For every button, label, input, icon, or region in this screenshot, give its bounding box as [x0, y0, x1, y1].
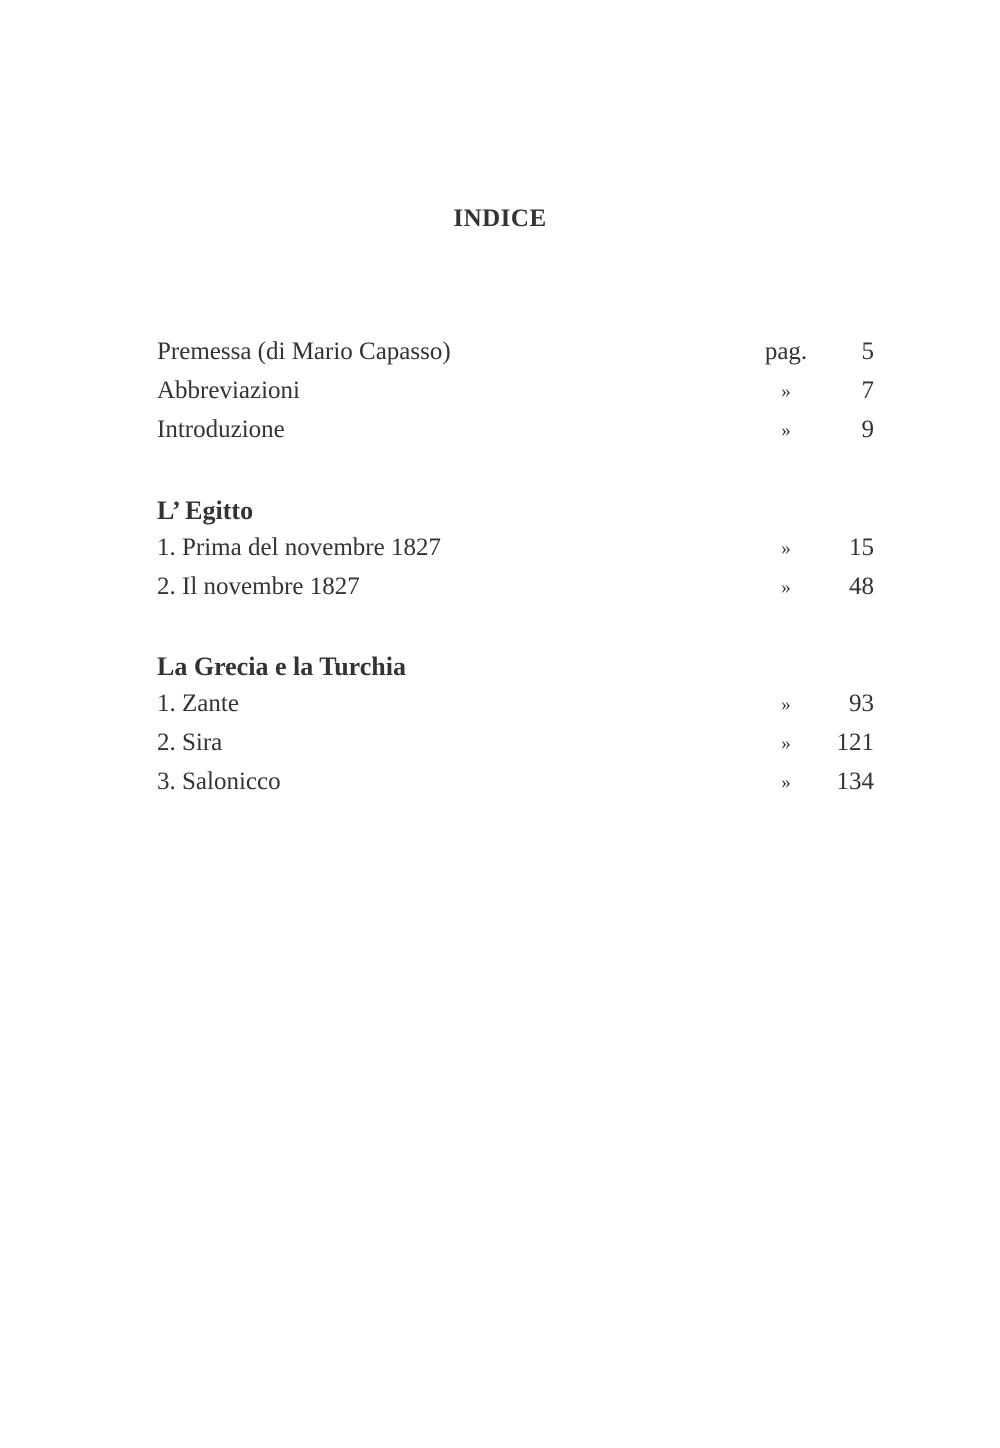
toc-entry	[157, 534, 874, 570]
toc-entry-marker: »	[781, 381, 791, 402]
toc-entry	[157, 573, 874, 609]
toc-entry-premessa	[157, 338, 874, 374]
toc-entry-marker: »	[781, 733, 791, 754]
toc-entry-label: Abbreviazioni	[157, 377, 301, 404]
toc-entry-page: 9	[861, 416, 874, 443]
toc-entry-label: Premessa (di Mario Capasso)	[157, 338, 451, 365]
toc-entry-marker: »	[781, 577, 791, 598]
toc-entry-page: 15	[849, 534, 874, 561]
toc-entry-page: 134	[836, 768, 874, 795]
toc-entry-label: 2. Il novembre 1827	[157, 573, 360, 600]
toc-entry	[157, 690, 874, 726]
toc-entry-page: 7	[861, 377, 874, 404]
toc-entry-label: Introduzione	[157, 416, 285, 443]
toc-entry-marker: »	[781, 772, 791, 793]
section-heading-grecia-turchia: La Grecia e la Turchia	[157, 652, 406, 681]
toc-entry-introduzione	[157, 416, 874, 452]
toc-entry-label: 1. Prima del novembre 1827	[157, 534, 441, 561]
toc-entry-marker: »	[781, 694, 791, 715]
toc-entry-label: 2. Sira	[157, 729, 223, 756]
toc-entry-page: 121	[836, 729, 874, 756]
section-heading-egitto: L’ Egitto	[157, 496, 254, 525]
toc-entry-page: 93	[849, 690, 874, 717]
toc-entry	[157, 768, 874, 804]
toc-entry-label: 3. Salonicco	[157, 768, 281, 795]
toc-entry	[157, 729, 874, 765]
page-title: INDICE	[453, 205, 547, 232]
toc-entry-marker: »	[781, 538, 791, 559]
toc-entry-page: 5	[861, 338, 874, 365]
toc-entry-page: 48	[849, 573, 874, 600]
toc-entry-marker: pag.	[764, 338, 808, 365]
toc-entry-label: 1. Zante	[157, 690, 239, 717]
toc-entry-abbreviazioni	[157, 377, 874, 413]
toc-entry-marker: »	[781, 420, 791, 441]
